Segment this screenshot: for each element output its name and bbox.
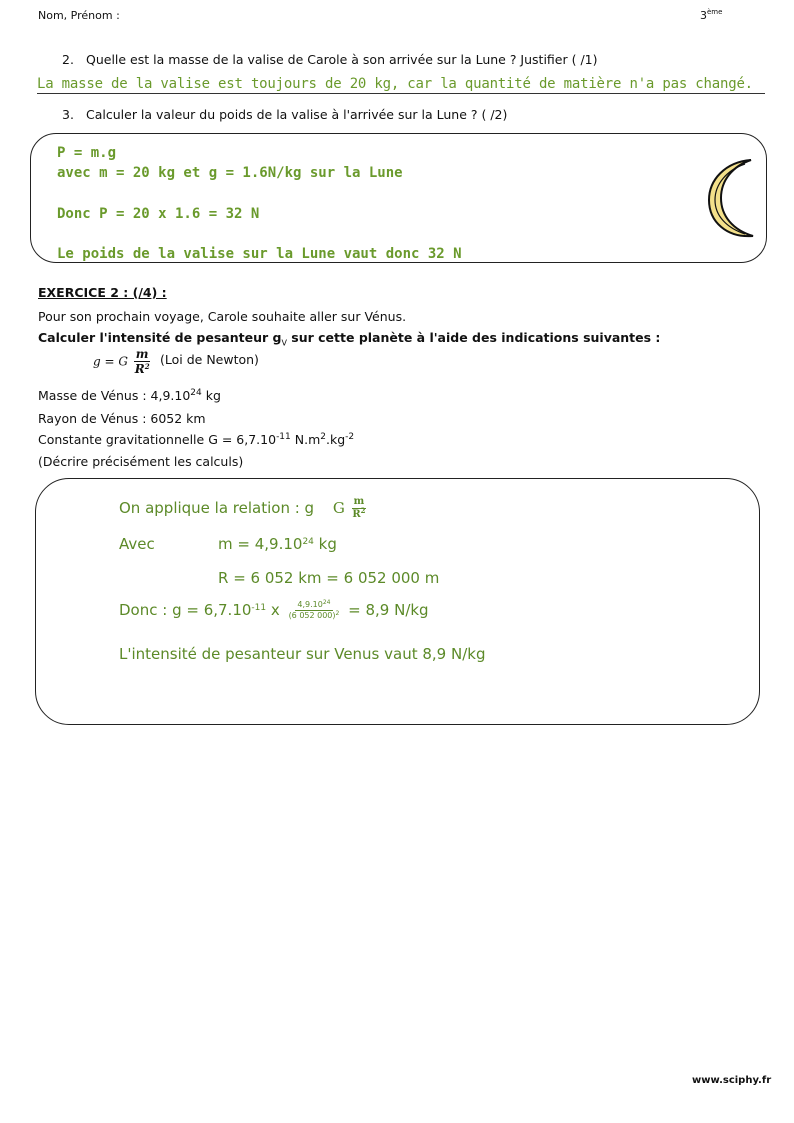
q2-answer-underline [37, 93, 765, 94]
q3-answer-line: P = m.g [57, 145, 117, 161]
q3-question: Calculer la valeur du poids de la valise à l'arrivée sur la Lune ? ( /2) [86, 107, 508, 122]
name-label: Nom, Prénom : [38, 9, 120, 22]
ex2-title: EXERCICE 2 : (/4) : [38, 285, 167, 300]
ex2-answer-box [35, 478, 760, 725]
conclusion: L'intensité de pesanteur sur Venus vaut 8,9 N/kg [119, 645, 486, 663]
q2-answer: La masse de la valise est toujours de 20 kg, car la quantité de matière n'a pas changé. [37, 76, 753, 92]
ex2-intro: Pour son prochain voyage, Carole souhaite aller sur Vénus. [38, 309, 407, 324]
m-value: $m = 4,9.10^{24}$ kg [218, 535, 337, 553]
venus-radius: Rayon de Vénus : 6052 km [38, 411, 206, 426]
q3-answer-line: Le poids de la valise sur la Lune vaut donc 32 N [57, 246, 462, 262]
q3-answer-box [30, 133, 767, 263]
gravitational-constant: Constante gravitationnelle $G = 6,7.10^{-11}$ $N.m^2.kg^{-2}$ [38, 432, 355, 447]
q2-number: 2. [62, 52, 74, 67]
grade-label: 3ème [700, 8, 723, 22]
venus-mass: Masse de Vénus : 4,9.10$^{24}$ kg [38, 388, 221, 403]
q2-question: Quelle est la masse de la valise de Carole à son arrivée sur la Lune ? Justifier ( /1) [86, 52, 598, 67]
ex2-task: Calculer l'intensité de pesanteur $g_V$ sur cette planète à l'aide des indications suivantes : [38, 330, 661, 348]
instruction: (Décrire précisément les calculs) [38, 454, 244, 469]
newton-formula: g = G $\frac{m}{R^2}$ [93, 347, 150, 376]
newton-law-note: (Loi de Newton) [160, 352, 259, 367]
r-value: R = 6 052 km = 6 052 000 m [218, 569, 440, 587]
relation-line: On applique la relation : g G $\frac{m}{R^2}$ [119, 496, 366, 520]
q3-number: 3. [62, 107, 74, 122]
crescent-moon-icon [705, 156, 765, 240]
q3-answer-line: avec m = 20 kg et g = 1.6N/kg sur la Lune [57, 165, 403, 181]
avec-label: Avec [119, 535, 155, 553]
footer-website[interactable]: www.sciphy.fr [692, 1075, 772, 1086]
donc-calculation: Donc : $g = 6,7.10^{-11}$ x $\frac{4,9.10^{24}}{(6 052 000)^2}$ = 8,9 N/kg [119, 599, 429, 620]
q3-answer-line: Donc P = 20 x 1.6 = 32 N [57, 206, 260, 222]
